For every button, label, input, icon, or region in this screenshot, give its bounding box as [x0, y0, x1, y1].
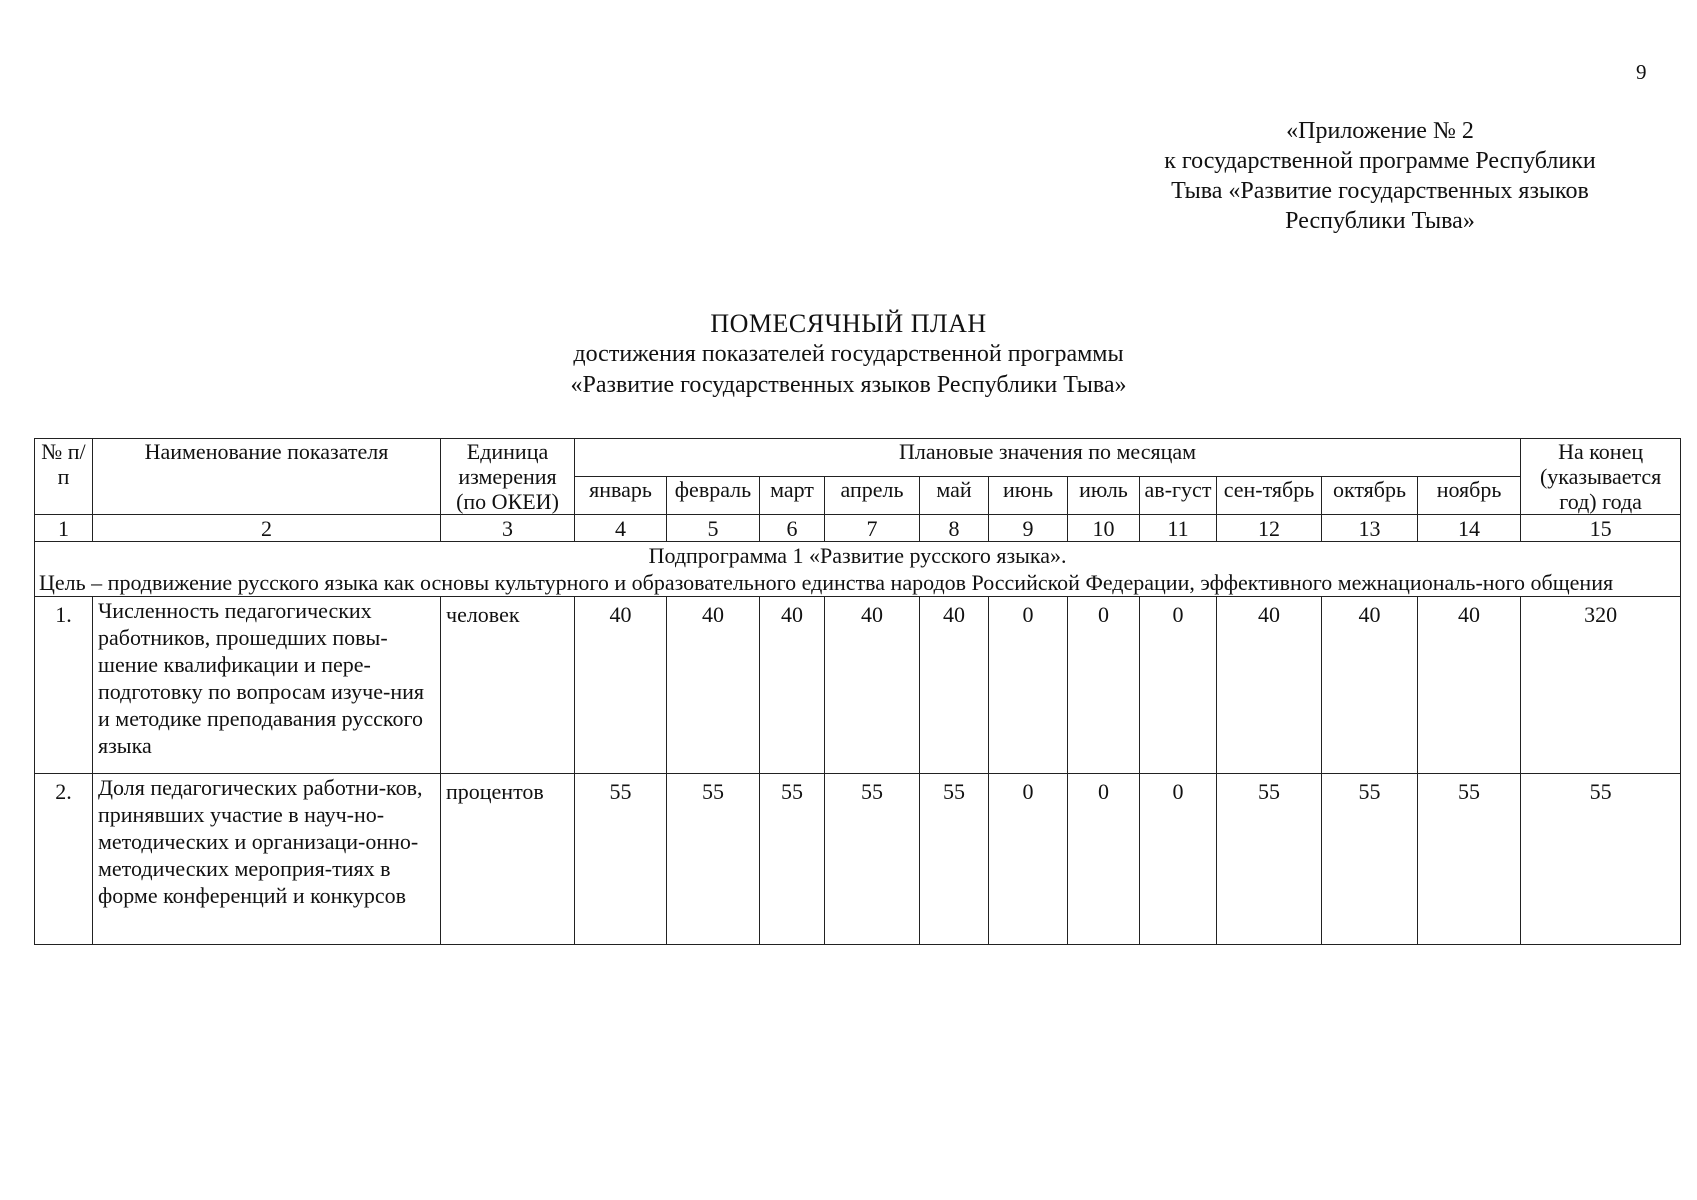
column-number: 8 — [920, 515, 989, 542]
month-header: ав-густ — [1140, 477, 1217, 515]
month-header: июнь — [989, 477, 1068, 515]
month-value: 55 — [760, 774, 825, 945]
row-index: 2. — [35, 774, 93, 945]
month-header: апрель — [825, 477, 920, 515]
header-end: На конец (указывается год) года — [1521, 439, 1681, 515]
document-heading — [0, 308, 1697, 401]
month-value: 55 — [575, 774, 667, 945]
table-row — [35, 597, 1681, 774]
subprogram-cell — [35, 542, 1681, 597]
indicator-unit: процентов — [441, 774, 575, 945]
month-value: 55 — [1217, 774, 1322, 945]
month-value: 0 — [1140, 774, 1217, 945]
column-number: 13 — [1322, 515, 1418, 542]
month-value: 40 — [1418, 597, 1521, 774]
column-number: 5 — [667, 515, 760, 542]
month-value: 40 — [575, 597, 667, 774]
month-header: ноябрь — [1418, 477, 1521, 515]
row-index: 1. — [35, 597, 93, 774]
document-subtitle: достижения показателей государственной программы — [573, 341, 1124, 367]
month-header: март — [760, 477, 825, 515]
column-number: 12 — [1217, 515, 1322, 542]
header-unit: Единица измерения (по ОКЕИ) — [441, 439, 575, 515]
column-number: 4 — [575, 515, 667, 542]
month-header: сен-тябрь — [1217, 477, 1322, 515]
month-header: февраль — [667, 477, 760, 515]
appendix-block — [1100, 116, 1660, 236]
month-value: 40 — [1217, 597, 1322, 774]
year-end-value: 55 — [1521, 774, 1681, 945]
month-value: 55 — [1418, 774, 1521, 945]
month-header: май — [920, 477, 989, 515]
month-value: 55 — [920, 774, 989, 945]
month-value: 40 — [920, 597, 989, 774]
month-value: 55 — [667, 774, 760, 945]
header-name: Наименование показателя — [93, 439, 441, 515]
column-number: 11 — [1140, 515, 1217, 542]
indicator-name: Доля педагогических работни-ков, принявших участие в науч-но-методических и организаци-онно-методических мероприя-тиях в форме конференций и конкурсов — [93, 774, 441, 945]
appendix-line: Республики Тыва» — [1285, 208, 1475, 234]
month-value: 40 — [760, 597, 825, 774]
document-title: ПОМЕСЯЧНЫЙ ПЛАН — [710, 309, 987, 338]
column-number: 15 — [1521, 515, 1681, 542]
month-header: январь — [575, 477, 667, 515]
column-number: 10 — [1068, 515, 1140, 542]
subprogram-goal: Цель – продвижение русского языка как основы культурного и образовательного единства народов Российской Федерации, эффективного межнациональ-ного общения — [39, 570, 1614, 595]
month-value: 55 — [1322, 774, 1418, 945]
column-number: 2 — [93, 515, 441, 542]
month-value: 0 — [989, 774, 1068, 945]
subprogram-title: Подпрограмма 1 «Развитие русского языка». — [648, 543, 1067, 568]
month-header: октябрь — [1322, 477, 1418, 515]
column-number: 7 — [825, 515, 920, 542]
month-value: 40 — [825, 597, 920, 774]
column-number: 1 — [35, 515, 93, 542]
month-value: 0 — [989, 597, 1068, 774]
appendix-line: Тыва «Развитие государственных языков — [1171, 178, 1589, 204]
header-planned: Плановые значения по месяцам — [575, 439, 1521, 477]
monthly-plan-table — [34, 438, 1681, 945]
year-end-value: 320 — [1521, 597, 1681, 774]
month-header: июль — [1068, 477, 1140, 515]
column-number: 3 — [441, 515, 575, 542]
month-value: 0 — [1068, 774, 1140, 945]
appendix-line: «Приложение № 2 — [1286, 118, 1474, 144]
appendix-line: к государственной программе Республики — [1164, 148, 1596, 174]
page-number: 9 — [1636, 60, 1647, 84]
column-number-row — [35, 515, 1681, 542]
column-number: 14 — [1418, 515, 1521, 542]
month-value: 0 — [1140, 597, 1217, 774]
indicator-unit: человек — [441, 597, 575, 774]
subprogram-row — [35, 542, 1681, 597]
column-number: 9 — [989, 515, 1068, 542]
month-value: 55 — [825, 774, 920, 945]
header-row — [35, 439, 1681, 477]
month-value: 40 — [1322, 597, 1418, 774]
column-number: 6 — [760, 515, 825, 542]
month-value: 40 — [667, 597, 760, 774]
indicator-name: Численность педагогических работников, прошедших повы-шение квалификации и пере-подготовку по вопросам изуче-ния и методике преподавания русского языка — [93, 597, 441, 774]
table-row — [35, 774, 1681, 945]
month-value: 0 — [1068, 597, 1140, 774]
program-name: «Развитие государственных языков Республики Тыва» — [570, 372, 1127, 398]
header-num: № п/п — [35, 439, 93, 515]
